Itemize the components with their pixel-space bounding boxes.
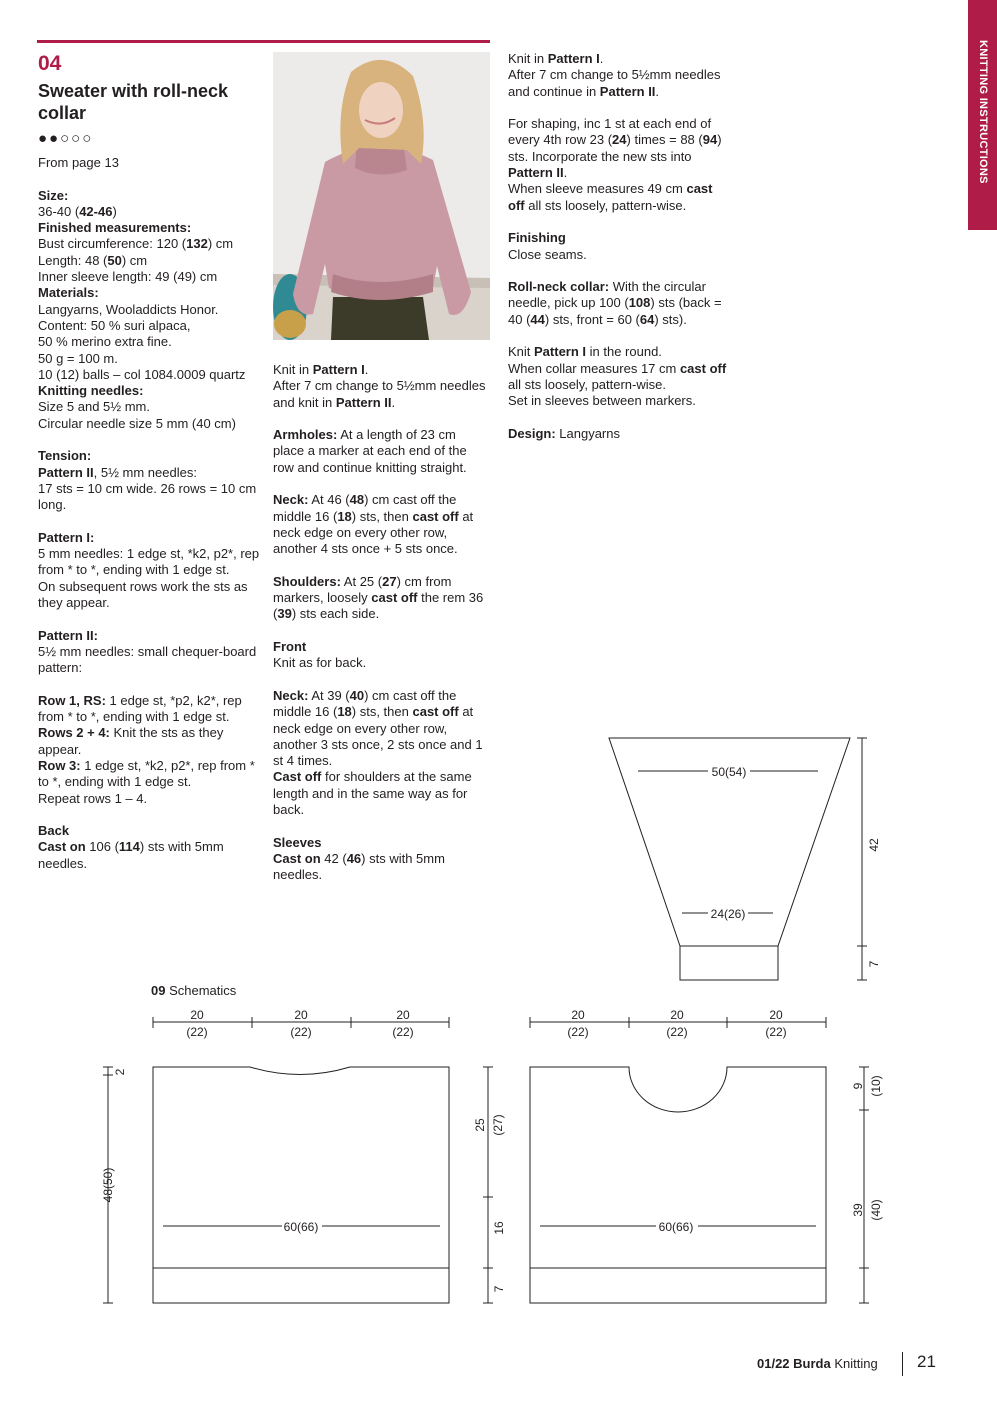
- sleeve-top-width: 50(54): [711, 765, 747, 779]
- sleeves-text: Cast on 42 (46) sts with 5mm needles.: [273, 850, 445, 883]
- armholes-text: Armholes: At a length of 23 cm place a marker at each end of the row and continue knitting straight.: [273, 427, 467, 475]
- roll-neck-text: Roll-neck collar: With the circular needle, pick up 100 (108) sts (back = 40 (44) sts, front = 60 (64) sts).: [508, 279, 722, 327]
- materials-line: 10 (12) balls – col 1084.0009 quartz: [38, 366, 246, 382]
- pattern-2-text: 5½ mm needles: small chequer-board pattern:: [38, 643, 257, 676]
- inner-sleeve-text: Inner sleeve length: 49 (49) cm: [38, 269, 218, 285]
- repeat-text: Repeat rows 1 – 4.: [38, 790, 148, 806]
- pattern-number: 04: [38, 52, 62, 75]
- materials-heading: Materials:: [38, 285, 99, 301]
- back-width-left-alt: (22): [186, 1025, 208, 1039]
- tension-text: Pattern II, 5½ mm needles:: [38, 464, 197, 480]
- rows-2-4-text: Rows 2 + 4: Knit the sts as they appear.: [38, 725, 224, 757]
- pattern-1-text: 5 mm needles: 1 edge st, *k2, p2*, rep from * to *, ending with 1 edge st.: [38, 546, 260, 578]
- front-text: Knit as for back.: [273, 655, 367, 671]
- back-height: 48(50): [101, 1167, 115, 1203]
- row-1-text: Row 1, RS: 1 edge st, *p2, k2*, rep from * to *, ending with 1 edge st.: [38, 692, 242, 725]
- pattern-1-text-2: On subsequent rows work the sts as they appear.: [38, 578, 248, 611]
- sleeve-knit-pattern-1: Knit in Pattern I.: [508, 51, 604, 66]
- finishing-heading: Finishing: [508, 230, 566, 246]
- back-width-right-alt: (22): [392, 1025, 414, 1039]
- column-1: [38, 155, 260, 872]
- size-text: 36-40 (42-46): [38, 203, 117, 219]
- front-width: 60(66): [658, 1220, 694, 1234]
- front-width-right: 20: [769, 1008, 783, 1022]
- back-outline: [153, 1067, 449, 1303]
- sleeve-cuff-outline: [680, 946, 778, 980]
- page-footer: [757, 1352, 936, 1371]
- front-neck-depth: 9: [851, 1082, 865, 1090]
- page-number: 21: [917, 1352, 936, 1371]
- front-width-left: 20: [571, 1008, 585, 1022]
- back-width: 60(66): [283, 1220, 319, 1234]
- back-width-neck-alt: (22): [290, 1025, 312, 1039]
- back-width-neck: 20: [294, 1008, 308, 1022]
- shaping-text: For shaping, inc 1 st at each end of every 4th row 23 (24) times = 88 (94) sts. Incorporate the new sts into Pattern II.: [508, 116, 722, 181]
- front-castoff-text: Cast off for shoulders at the same length and in the same way as for back.: [273, 769, 472, 818]
- materials-line: 50 % merino extra fine.: [38, 334, 172, 350]
- front-neck-depth-alt: (10): [869, 1075, 883, 1097]
- change-needles: After 7 cm change to 5½mm needles and knit in Pattern II.: [273, 378, 486, 410]
- needles-line: Size 5 and 5½ mm.: [38, 399, 150, 415]
- shoulders-text: Shoulders: At 25 (27) cm from markers, loosely cast off the rem 36 (39) sts each side.: [273, 573, 484, 622]
- back-neck-text: Neck: At 46 (48) cm cast off the middle 16 (18) sts, then cast off at neck edge on every other row, another 4 sts once + 5 sts once.: [273, 492, 474, 557]
- front-width-neck-alt: (22): [666, 1025, 688, 1039]
- sleeve-cuff-height: 7: [867, 960, 881, 968]
- needles-line: Circular needle size 5 mm (40 cm): [38, 415, 236, 431]
- knit-pattern-1: Knit in Pattern I.: [273, 362, 369, 377]
- finishing-text: Close seams.: [508, 246, 587, 262]
- back-heading: Back: [38, 823, 70, 839]
- bust-text: Bust circumference: 120 (132) cm: [38, 236, 234, 252]
- schematics-label: 09 Schematics: [151, 983, 237, 998]
- measurements-heading: Finished measurements:: [38, 220, 192, 236]
- front-width-left-alt: (22): [567, 1025, 589, 1039]
- size-heading: Size:: [38, 187, 69, 203]
- sleeve-change-needles: After 7 cm change to 5½mm needles and continue in Pattern II.: [508, 67, 721, 99]
- needles-heading: Knitting needles:: [38, 383, 144, 399]
- pattern-2-heading: Pattern II:: [38, 627, 98, 643]
- armhole-height: 25: [473, 1118, 487, 1132]
- back-width-left: 20: [190, 1008, 204, 1022]
- column-3: [508, 51, 730, 442]
- pattern-1-heading: Pattern I:: [38, 529, 95, 545]
- front-heading: Front: [273, 639, 307, 655]
- section-tab-label: KNITTING INSTRUCTIONS: [977, 40, 989, 184]
- front-lower-height: 39: [851, 1203, 865, 1217]
- from-page: From page 13: [38, 155, 119, 170]
- sleeve-bottom-width: 24(26): [710, 907, 746, 921]
- front-outline: [530, 1067, 826, 1303]
- materials-line: 50 g = 100 m.: [38, 350, 118, 366]
- armhole-height-alt: (27): [491, 1114, 505, 1136]
- magazine-name: Knitting: [830, 1356, 878, 1371]
- sleeve-length: 42: [867, 838, 881, 852]
- brand-name: Burda: [793, 1356, 831, 1371]
- tension-heading: Tension:: [38, 448, 92, 464]
- back-neck-drop: 2: [113, 1068, 127, 1076]
- front-neck-text: Neck: At 39 (40) cm cast off the middle 16 (18) sts, then cast off at neck edge on every other row, another 3 sts once, 2 sts once and 1 st 4 times.: [273, 687, 483, 769]
- front-width-right-alt: (22): [765, 1025, 787, 1039]
- back-width-right: 20: [396, 1008, 410, 1022]
- issue-number: 01/22: [757, 1356, 790, 1371]
- sleeve-castoff-text: When sleeve measures 49 cm cast off all sts loosely, pattern-wise.: [508, 181, 713, 213]
- rib-height: 7: [492, 1285, 506, 1293]
- pattern-title: Sweater with roll-neck collar: [38, 81, 229, 123]
- section-tab: [968, 0, 997, 230]
- design-credit: Design: Langyarns: [508, 425, 620, 441]
- header-rule: [37, 40, 490, 43]
- materials-line: Content: 50 % suri alpaca,: [38, 317, 191, 333]
- collar-castoff-text: When collar measures 17 cm cast off all sts loosely, pattern-wise.: [508, 360, 727, 392]
- difficulty-rating: ●●○○○: [38, 130, 94, 147]
- materials-line: Langyarns, Wooladdicts Honor.: [38, 301, 219, 317]
- front-lower-height-alt: (40): [869, 1199, 883, 1221]
- set-sleeves-text: Set in sleeves between markers.: [508, 393, 696, 409]
- collar-pattern-text: Knit Pattern I in the round.: [508, 344, 662, 360]
- front-width-neck: 20: [670, 1008, 684, 1022]
- model-photo: [273, 52, 490, 340]
- footer-divider: [902, 1352, 903, 1376]
- tension-text-2: 17 sts = 10 cm wide. 26 rows = 10 cm long.: [38, 480, 257, 513]
- sleeves-heading: Sleeves: [273, 834, 322, 850]
- sweater-photo-illustration: [273, 52, 490, 340]
- length-text: Length: 48 (50) cm: [38, 252, 148, 268]
- back-text: Cast on 106 (114) sts with 5mm needles.: [38, 839, 224, 871]
- column-2: [273, 362, 488, 884]
- lower-body-height: 16: [492, 1221, 506, 1235]
- sleeve-outline: [609, 738, 850, 946]
- row-3-text: Row 3: 1 edge st, *k2, p2*, rep from * to *, ending with 1 edge st.: [38, 757, 255, 790]
